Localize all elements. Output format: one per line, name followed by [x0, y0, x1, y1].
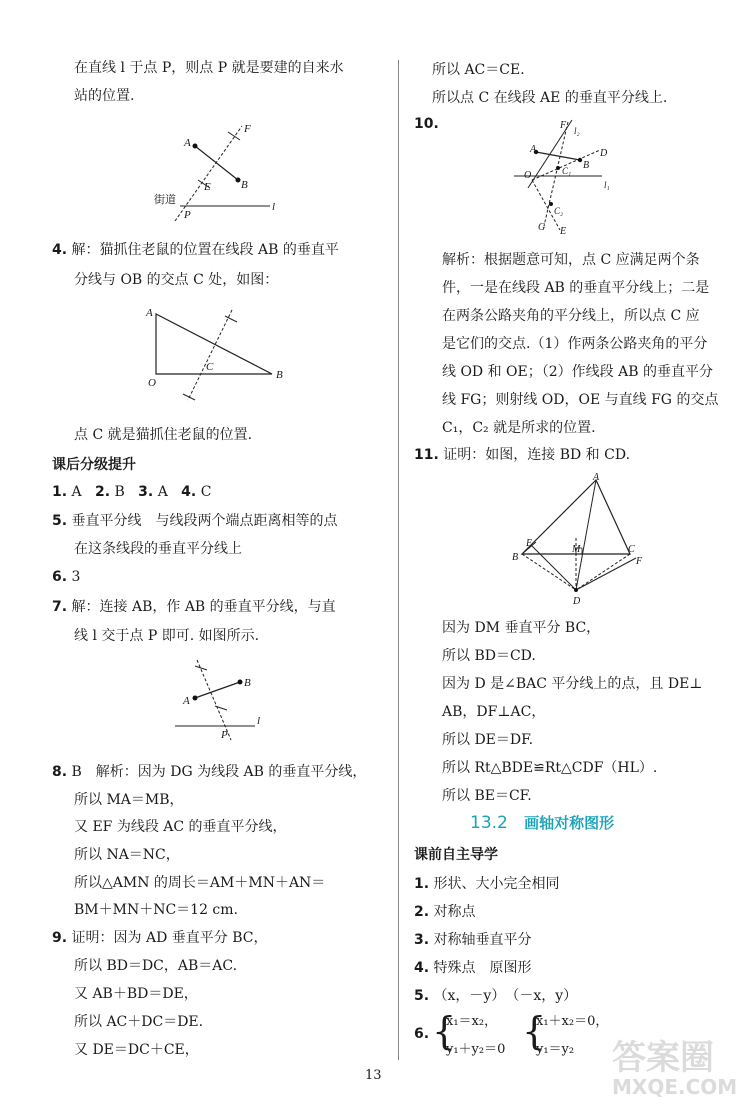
- q5-line-1: 垂直平分线 与线段两个端点距离相等的点: [71, 513, 338, 529]
- p2-text: 对称点: [433, 904, 476, 920]
- q10-analysis-7: C₁，C₂ 就是所求的位置.: [442, 420, 596, 436]
- label-f: F: [560, 120, 567, 131]
- label-g: G: [538, 222, 546, 233]
- label-d: D: [600, 148, 608, 159]
- q8-line-5: 所以△AMN 的周长＝AM＋MN＋AN＝: [74, 875, 326, 891]
- watermark-logo: 答案圈 MXQE.COM: [612, 1038, 738, 1099]
- p3-number: 3.: [414, 932, 430, 948]
- section-name: 画轴对称图形: [524, 814, 615, 832]
- q11-line-2: 因为 DM 垂直平分 BC，: [442, 620, 601, 636]
- intro-line-1: 在直线 l 于点 P，则点 P 就是要建的自来水: [74, 60, 344, 76]
- label-e: E: [526, 538, 533, 549]
- line-ed: [532, 546, 576, 590]
- q5-line-2: 在这条线段的垂直平分线上: [74, 541, 242, 557]
- p6-number: 6.: [414, 1026, 430, 1042]
- q8-line-1: B 解析：因为 DG 为线段 AB 的垂直平分线，: [71, 764, 367, 780]
- arc-mark: [215, 706, 227, 710]
- point-d: [574, 588, 578, 592]
- q5-number: 5.: [52, 513, 68, 529]
- q11-line-1: 证明：如图，连接 BD 和 CD.: [443, 447, 631, 463]
- cont-line-2: 所以点 C 在线段 AE 的垂直平分线上.: [432, 90, 668, 106]
- p3-text: 对称轴垂直平分: [433, 932, 532, 948]
- page-number: 13: [365, 1068, 382, 1083]
- q7-number: 7.: [52, 599, 68, 615]
- arc-mark: [183, 394, 195, 400]
- q11-line-3: 所以 BD＝CD.: [442, 648, 536, 664]
- section-title-preview: 课前自主导学: [414, 847, 498, 863]
- q10-analysis-4: 是它们的交点.（1）作两条公路夹角的平分: [442, 336, 708, 352]
- label-f: F: [636, 556, 643, 567]
- label-a: A: [593, 472, 600, 483]
- figure-two-roads-bisectors: [510, 116, 630, 236]
- segment-ab: [536, 152, 580, 160]
- q6-number: 6.: [52, 569, 68, 585]
- q11-number: 11.: [414, 447, 439, 463]
- label-d: D: [573, 596, 581, 607]
- column-divider: [398, 60, 399, 1060]
- section-title-homework: 课后分级提升: [52, 457, 136, 473]
- arc-mark: [228, 132, 240, 140]
- q4-line-2: 分线与 OB 的交点 C 处，如图：: [74, 272, 279, 288]
- q8-line-2: 所以 MA＝MB，: [74, 792, 184, 808]
- label-c2: C₂: [554, 206, 564, 216]
- q10-analysis-1: 解析：根据题意可知，点 C 应满足两个条: [442, 252, 700, 268]
- q9-line-5: 又 DE＝DC＋CE，: [74, 1042, 199, 1058]
- q6-answer: 3: [71, 569, 81, 585]
- label-b: B: [244, 677, 251, 689]
- brace-left: {: [432, 1009, 457, 1053]
- q9-line-1: 证明：因为 AD 垂直平分 BC，: [71, 930, 268, 946]
- p2-number: 2.: [414, 904, 430, 920]
- section-heading-13-2: [470, 812, 614, 833]
- label-a: A: [530, 144, 537, 155]
- q10-analysis-6: 线 FG；则射线 OD，OE 与直线 FG 的交点: [442, 392, 719, 408]
- label-l: l: [257, 715, 261, 727]
- q10-number: 10.: [414, 116, 439, 132]
- figure-cat-mouse-triangle: [140, 302, 295, 407]
- line-cd: [576, 554, 630, 590]
- label-e: E: [560, 226, 567, 236]
- label-a: A: [146, 307, 153, 319]
- label-l1: l₁: [604, 180, 610, 190]
- label-c: C: [206, 361, 214, 373]
- point-b: [578, 158, 582, 162]
- q11-line-6: 所以 DE＝DF.: [442, 732, 534, 748]
- q9-line-4: 所以 AC＋DC＝DE.: [74, 1014, 204, 1030]
- q11-line-5: AB，DF⊥AC，: [442, 704, 546, 720]
- figure-perpendicular-bisector-line-l: [165, 654, 280, 742]
- label-c1: C₁: [562, 166, 572, 176]
- segment-ab: [195, 682, 240, 698]
- q8-number: 8.: [52, 764, 68, 780]
- bisector-line: [188, 310, 232, 400]
- q7-line-2: 线 l 交于点 P 即可. 如图所示.: [74, 628, 260, 644]
- point-b: [236, 178, 241, 183]
- label-c: C: [628, 544, 635, 555]
- label-p: P: [221, 729, 228, 741]
- brace-right: {: [522, 1009, 547, 1053]
- segment-ab: [195, 146, 238, 180]
- line-bd: [522, 554, 576, 590]
- q11-line-8: 所以 BE＝CF.: [442, 788, 532, 804]
- q1-to-4-answers: 1. A 2. B 3. A 4. C: [52, 484, 212, 500]
- label-l2: l₂: [574, 126, 580, 136]
- label-p: P: [184, 209, 191, 221]
- point-c1: [556, 166, 560, 170]
- cont-line-1: 所以 AC＝CE.: [432, 62, 525, 78]
- ray-oe: [532, 180, 560, 230]
- triangle-aob: [156, 314, 272, 374]
- point-a: [193, 696, 198, 701]
- p6-sys1-b: y₁＋y₂＝0: [446, 1042, 506, 1057]
- triangle-abc: [522, 480, 630, 554]
- q11-line-4: 因为 D 是∠BAC 平分线上的点，且 DE⊥: [442, 676, 703, 692]
- q4-conclusion: 点 C 就是猫抓住老鼠的位置.: [74, 427, 253, 443]
- label-f: F: [244, 123, 251, 135]
- section-number: 13.2: [470, 813, 508, 833]
- p6-sys2-b: y₁＝y₂: [536, 1042, 575, 1057]
- label-b: B: [241, 179, 248, 191]
- q10-analysis-3: 在两条公路夹角的平分线上，所以点 C 应: [442, 308, 700, 324]
- q4-line-1: 解：猫抓住老鼠的位置在线段 AB 的垂直平: [71, 242, 339, 258]
- q10-analysis-2: 件，一是在线段 AB 的垂直平分线上；二是: [442, 280, 710, 296]
- q8-line-3: 又 EF 为线段 AC 的垂直平分线，: [74, 819, 287, 835]
- q9-number: 9.: [52, 930, 68, 946]
- label-o: O: [524, 170, 532, 181]
- label-a: A: [184, 137, 191, 149]
- label-street: 街道: [154, 194, 176, 206]
- point-a: [193, 144, 198, 149]
- label-a: A: [183, 695, 190, 707]
- p6-sys2-a: x₁＋x₂＝0，: [536, 1014, 609, 1029]
- q9-line-3: 又 AB＋BD＝DE，: [74, 986, 198, 1002]
- q8-line-4: 所以 NA＝NC，: [74, 847, 180, 863]
- label-l: l: [272, 201, 276, 213]
- p1-text: 形状、大小完全相同: [433, 876, 560, 892]
- q4-number: 4.: [52, 242, 68, 258]
- intro-line-2: 站的位置.: [74, 88, 135, 104]
- label-b: B: [276, 369, 283, 381]
- label-o: O: [148, 377, 156, 389]
- p6-sys1-a: x₁＝x₂，: [446, 1014, 498, 1029]
- label-b: B: [583, 160, 590, 171]
- q8-line-6: BM＋MN＋NC＝12 cm.: [74, 902, 239, 918]
- p5-text: （x，－y） （－x，y）: [433, 988, 578, 1004]
- p5-number: 5.: [414, 988, 430, 1004]
- bisector-line: [197, 660, 231, 740]
- q11-line-7: 所以 Rt△BDE≌Rt△CDF（HL）.: [442, 760, 658, 776]
- q9-line-2: 所以 BD＝DC，AB＝AC.: [74, 958, 238, 974]
- label-m: M: [572, 544, 581, 555]
- label-e: E: [204, 181, 211, 193]
- q7-line-1: 解：连接 AB，作 AB 的垂直平分线，与直: [71, 599, 336, 615]
- p1-number: 1.: [414, 876, 430, 892]
- point-b: [238, 680, 243, 685]
- figure-angle-bisector-triangle: [512, 472, 652, 607]
- point-c2: [549, 202, 553, 206]
- label-b: B: [512, 552, 519, 563]
- line-fd: [576, 558, 636, 590]
- p4-number: 4.: [414, 960, 430, 976]
- figure-street-perpendicular-bisector: [140, 118, 290, 223]
- q10-analysis-5: 线 OD 和 OE；（2）作线段 AB 的垂直平分: [442, 364, 713, 380]
- p4-text: 特殊点 原图形: [433, 960, 532, 976]
